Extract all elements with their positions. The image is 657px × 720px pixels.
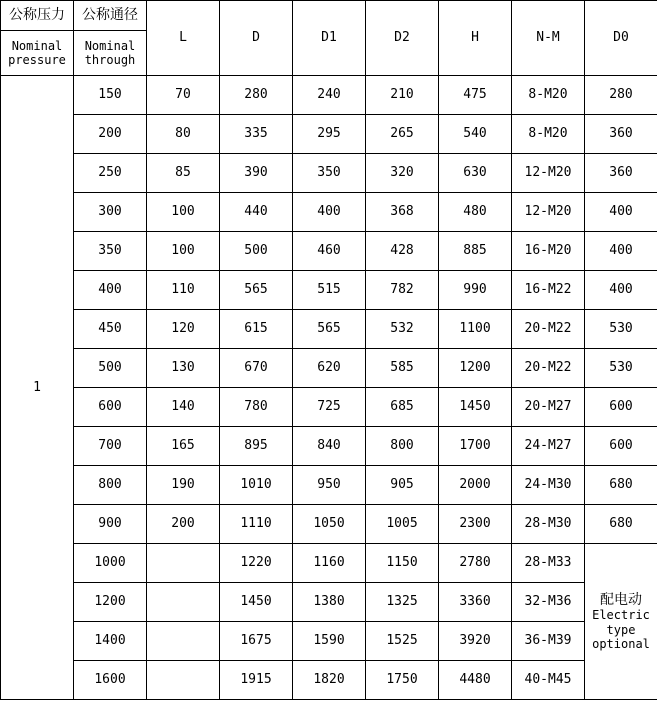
- electric-note-cn: 配电动: [600, 591, 642, 608]
- cell-dn: 1400: [74, 622, 147, 661]
- electric-type-note: [585, 544, 657, 700]
- table-row: [1, 154, 657, 193]
- cell-d0: 400: [585, 193, 657, 232]
- cell-d2: 1525: [366, 622, 439, 661]
- cell-d2: 782: [366, 271, 439, 310]
- table-row: [1, 193, 657, 232]
- cell-dn: 700: [74, 427, 147, 466]
- cell-l: 165: [147, 427, 220, 466]
- cell-d0: 530: [585, 310, 657, 349]
- electric-note-en-1: Electric: [592, 608, 650, 623]
- cell-d1: 840: [293, 427, 366, 466]
- cell-d0: 280: [585, 76, 657, 115]
- cell-d2: 800: [366, 427, 439, 466]
- table-row: [1, 505, 657, 544]
- cell-h: 630: [439, 154, 512, 193]
- cell-dn: 350: [74, 232, 147, 271]
- cell-h: 540: [439, 115, 512, 154]
- cell-dn: 1600: [74, 661, 147, 700]
- header-D2: D2: [366, 1, 439, 76]
- cell-dn: 450: [74, 310, 147, 349]
- header-row-cn: [1, 1, 657, 31]
- cell-nm: 20-M22: [512, 310, 585, 349]
- header-L: L: [147, 1, 220, 76]
- cell-dn: 800: [74, 466, 147, 505]
- cell-d2: 1325: [366, 583, 439, 622]
- cell-dn: 250: [74, 154, 147, 193]
- cell-l: [147, 583, 220, 622]
- cell-h: 3920: [439, 622, 512, 661]
- cell-l: 200: [147, 505, 220, 544]
- cell-nm: 8-M20: [512, 115, 585, 154]
- cell-nm: 8-M20: [512, 76, 585, 115]
- cell-d2: 320: [366, 154, 439, 193]
- cell-l: 190: [147, 466, 220, 505]
- header-H: H: [439, 1, 512, 76]
- cell-d2: 1750: [366, 661, 439, 700]
- cell-d0: 600: [585, 427, 657, 466]
- cell-d1: 515: [293, 271, 366, 310]
- table-row: [1, 661, 657, 700]
- header-pressure-cn: 公称压力: [1, 1, 74, 31]
- cell-d: 1220: [220, 544, 293, 583]
- cell-dn: 400: [74, 271, 147, 310]
- table-row: [1, 76, 657, 115]
- header-through-en-line1: Nominal: [84, 38, 136, 53]
- cell-h: 3360: [439, 583, 512, 622]
- cell-d2: 585: [366, 349, 439, 388]
- cell-d: 615: [220, 310, 293, 349]
- cell-l: [147, 544, 220, 583]
- cell-d: 1915: [220, 661, 293, 700]
- cell-nm: 16-M20: [512, 232, 585, 271]
- header-D0: D0: [585, 1, 657, 76]
- cell-d2: 685: [366, 388, 439, 427]
- cell-h: 1450: [439, 388, 512, 427]
- cell-nm: 12-M20: [512, 193, 585, 232]
- cell-l: 100: [147, 232, 220, 271]
- cell-nm: 32-M36: [512, 583, 585, 622]
- cell-l: 80: [147, 115, 220, 154]
- cell-d: 670: [220, 349, 293, 388]
- cell-d1: 400: [293, 193, 366, 232]
- cell-d1: 1380: [293, 583, 366, 622]
- cell-d1: 1050: [293, 505, 366, 544]
- cell-d0: 530: [585, 349, 657, 388]
- cell-d2: 532: [366, 310, 439, 349]
- table-row: [1, 388, 657, 427]
- cell-l: [147, 622, 220, 661]
- cell-nm: 24-M30: [512, 466, 585, 505]
- cell-d: 895: [220, 427, 293, 466]
- table-row: [1, 310, 657, 349]
- cell-dn: 150: [74, 76, 147, 115]
- cell-d2: 265: [366, 115, 439, 154]
- cell-h: 2780: [439, 544, 512, 583]
- cell-d2: 368: [366, 193, 439, 232]
- table-row: [1, 583, 657, 622]
- cell-h: 2300: [439, 505, 512, 544]
- electric-note-en-2: type: [606, 622, 636, 637]
- cell-d: 1110: [220, 505, 293, 544]
- cell-d: 440: [220, 193, 293, 232]
- cell-l: 100: [147, 193, 220, 232]
- table-row: [1, 427, 657, 466]
- cell-d1: 240: [293, 76, 366, 115]
- cell-dn: 500: [74, 349, 147, 388]
- cell-d2: 428: [366, 232, 439, 271]
- cell-d0: 400: [585, 232, 657, 271]
- header-through-cn: 公称通径: [74, 1, 147, 31]
- cell-h: 1700: [439, 427, 512, 466]
- cell-nm: 20-M22: [512, 349, 585, 388]
- cell-d0: 600: [585, 388, 657, 427]
- cell-d1: 1820: [293, 661, 366, 700]
- cell-d1: 1590: [293, 622, 366, 661]
- cell-l: 85: [147, 154, 220, 193]
- cell-h: 1100: [439, 310, 512, 349]
- cell-nm: 28-M33: [512, 544, 585, 583]
- cell-nm: 24-M27: [512, 427, 585, 466]
- header-pressure-en: [1, 31, 74, 76]
- cell-d1: 1160: [293, 544, 366, 583]
- table-row: [1, 232, 657, 271]
- cell-dn: 1200: [74, 583, 147, 622]
- cell-d: 565: [220, 271, 293, 310]
- cell-nm: 40-M45: [512, 661, 585, 700]
- electric-note-en-3: optional: [592, 637, 650, 652]
- table-row: [1, 544, 657, 583]
- cell-d1: 725: [293, 388, 366, 427]
- table-row: [1, 622, 657, 661]
- cell-l: [147, 661, 220, 700]
- cell-l: 70: [147, 76, 220, 115]
- cell-h: 480: [439, 193, 512, 232]
- cell-h: 475: [439, 76, 512, 115]
- cell-h: 2000: [439, 466, 512, 505]
- cell-d: 1010: [220, 466, 293, 505]
- cell-nm: 20-M27: [512, 388, 585, 427]
- header-D1: D1: [293, 1, 366, 76]
- cell-dn: 900: [74, 505, 147, 544]
- cell-d1: 295: [293, 115, 366, 154]
- cell-d2: 210: [366, 76, 439, 115]
- cell-d: 280: [220, 76, 293, 115]
- cell-d0: 360: [585, 115, 657, 154]
- cell-d2: 1150: [366, 544, 439, 583]
- cell-d: 390: [220, 154, 293, 193]
- cell-d1: 460: [293, 232, 366, 271]
- cell-d1: 620: [293, 349, 366, 388]
- cell-d1: 950: [293, 466, 366, 505]
- cell-d: 1450: [220, 583, 293, 622]
- cell-d1: 350: [293, 154, 366, 193]
- table-row: [1, 466, 657, 505]
- cell-nm: 12-M20: [512, 154, 585, 193]
- table-row: [1, 115, 657, 154]
- cell-dn: 1000: [74, 544, 147, 583]
- cell-l: 110: [147, 271, 220, 310]
- cell-dn: 300: [74, 193, 147, 232]
- cell-h: 990: [439, 271, 512, 310]
- cell-dn: 600: [74, 388, 147, 427]
- header-pressure-en-line2: pressure: [8, 53, 66, 67]
- cell-d0: 400: [585, 271, 657, 310]
- cell-d: 780: [220, 388, 293, 427]
- cell-d2: 1005: [366, 505, 439, 544]
- cell-l: 140: [147, 388, 220, 427]
- header-D: D: [220, 1, 293, 76]
- cell-h: 4480: [439, 661, 512, 700]
- cell-d: 500: [220, 232, 293, 271]
- cell-l: 130: [147, 349, 220, 388]
- table-row: [1, 271, 657, 310]
- cell-h: 1200: [439, 349, 512, 388]
- header-N-M: N-M: [512, 1, 585, 76]
- cell-d: 335: [220, 115, 293, 154]
- cell-h: 885: [439, 232, 512, 271]
- header-through-en: [74, 31, 147, 76]
- cell-d1: 565: [293, 310, 366, 349]
- cell-nm: 16-M22: [512, 271, 585, 310]
- header-through-en-line2: through: [84, 53, 136, 67]
- cell-d0: 680: [585, 505, 657, 544]
- cell-nm: 36-M39: [512, 622, 585, 661]
- cell-nm: 28-M30: [512, 505, 585, 544]
- nominal-pressure-cell: 1: [1, 76, 74, 700]
- cell-d0: 360: [585, 154, 657, 193]
- cell-d2: 905: [366, 466, 439, 505]
- cell-l: 120: [147, 310, 220, 349]
- cell-dn: 200: [74, 115, 147, 154]
- header-pressure-en-line1: Nominal: [11, 38, 63, 53]
- cell-d: 1675: [220, 622, 293, 661]
- table-row: [1, 349, 657, 388]
- cell-d0: 680: [585, 466, 657, 505]
